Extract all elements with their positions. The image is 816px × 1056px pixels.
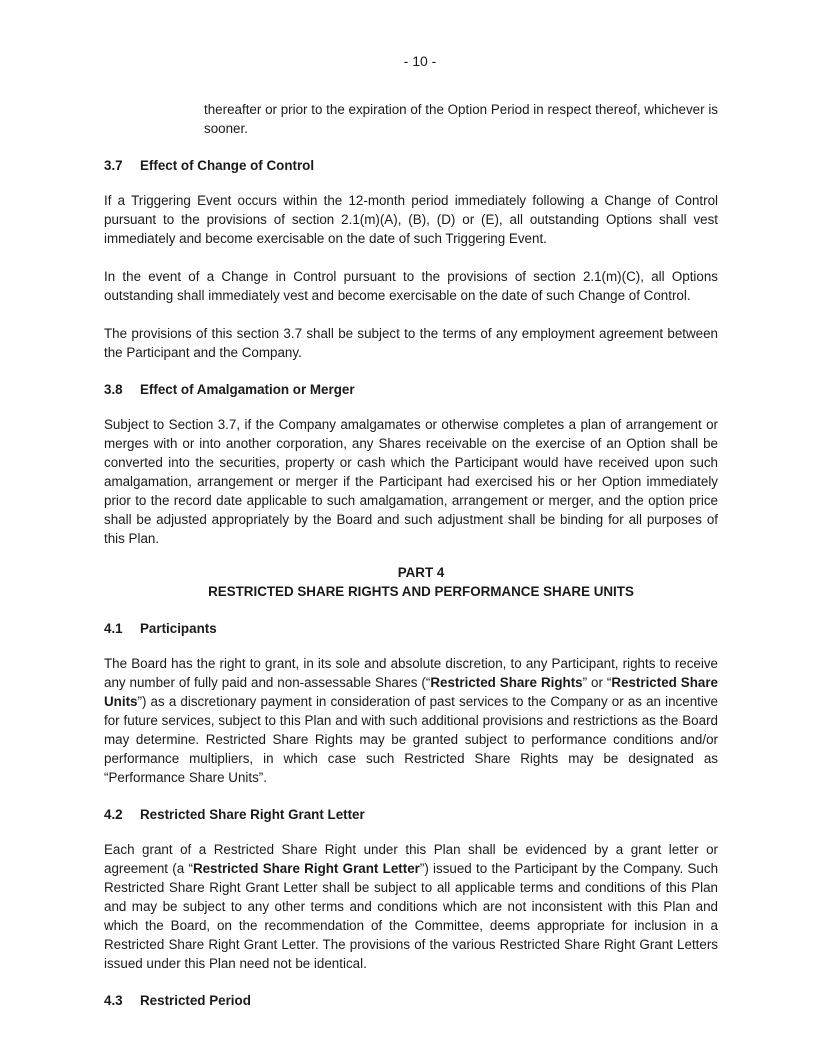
page-number: - 10 -: [403, 53, 437, 69]
section-title: Restricted Period: [140, 993, 251, 1008]
defined-term: Restricted Share Right Grant Letter: [192, 861, 420, 876]
continuation-paragraph: thereafter or prior to the expiration of the Option Period in respect thereof, whichever is sooner.: [204, 102, 718, 136]
section-3-7-heading: [104, 156, 718, 175]
section-4-2-heading: [104, 805, 718, 824]
part-title: RESTRICTED SHARE RIGHTS AND PERFORMANCE SHARE UNITS: [208, 584, 634, 599]
section-title: Restricted Share Right Grant Letter: [140, 807, 365, 822]
section-4-1-heading: [104, 619, 718, 638]
text-run: ”) issued to the Participant by the Company. Such Restricted Share Right Grant Letter shall be subject to all applicable terms and conditions of this Plan and may be subject to any other terms and conditions which are not inconsistent with this Plan and which the Board, on the recommendation of the Committee, deems appropriate for inclusion in a Restricted Share Right Grant Letter. The provisions of the various Restricted Share Right Grant Letters issued under this Plan need not be identical.: [104, 861, 719, 971]
section-3-7-paragraph-2: In the event of a Change in Control pursuant to the provisions of section 2.1(m)(C), all Options outstanding shall immediately vest and become exercisable on the date of such Change of Control.: [104, 269, 718, 303]
text-run: ” or “: [582, 675, 612, 690]
section-title: Participants: [140, 621, 217, 636]
text-run: ”) as a discretionary payment in consideration of past services to the Company or as an incentive for future services, subject to this Plan and with such additional provisions and restrictions as the Board may determine. Restricted Share Rights may be granted subject to performance conditions and/or performance multipliers, in which case such Restricted Share Rights may be designated as “Performance Share Units”.: [104, 694, 718, 785]
section-number: 4.3: [104, 993, 123, 1008]
section-3-7-paragraph-1: If a Triggering Event occurs within the 12-month period immediately following a Change of Control pursuant to the provisions of section 2.1(m)(A), (B), (D) or (E), all outstanding Options shall vest immediately and become exercisable on the date of such Triggering Event.: [104, 193, 718, 246]
section-title: Effect of Change of Control: [140, 158, 315, 173]
section-4-2-paragraph-1: [104, 840, 718, 973]
section-3-8-paragraph-1: Subject to Section 3.7, if the Company amalgamates or otherwise completes a plan of arrangement or merges with or into another corporation, any Shares receivable on the exercise of an Option shall be converted into the securities, property or cash which the Participant would have received upon such amalgamation, arrangement or merger if the Participant had exercised his or her Option immediately prior to the record date applicable to such amalgamation, arrangement or merger, and the option price shall be adjusted appropriately by the Board and such adjustment shall be binding for all purposes of this Plan.: [104, 417, 718, 546]
section-number: 3.7: [104, 158, 123, 173]
text-run: The Board has the right to grant, in its sole and absolute discretion, to any Participant, rights to receive any number of fully paid and non-assessable Shares (“: [104, 656, 718, 690]
section-number: 4.1: [104, 621, 123, 636]
section-3-7-paragraph-3: The provisions of this section 3.7 shall be subject to the terms of any employment agreement between the Participant and the Company.: [104, 326, 718, 360]
section-title: Effect of Amalgamation or Merger: [140, 382, 355, 397]
part-4-heading: [104, 563, 718, 601]
text-run: Each grant of a Restricted Share Right under this Plan shall be evidenced by a grant letter or agreement (a “: [104, 842, 718, 876]
section-4-1-paragraph-1: [104, 654, 718, 787]
section-number: 4.2: [104, 807, 123, 822]
defined-term: Restricted Share Units: [104, 675, 718, 709]
page-content: [104, 100, 718, 1026]
section-number: 3.8: [104, 382, 123, 397]
part-label: PART 4: [397, 565, 445, 580]
section-3-8-heading: [104, 380, 718, 399]
section-4-3-heading: [104, 991, 718, 1010]
defined-term: Restricted Share Rights: [430, 675, 583, 690]
